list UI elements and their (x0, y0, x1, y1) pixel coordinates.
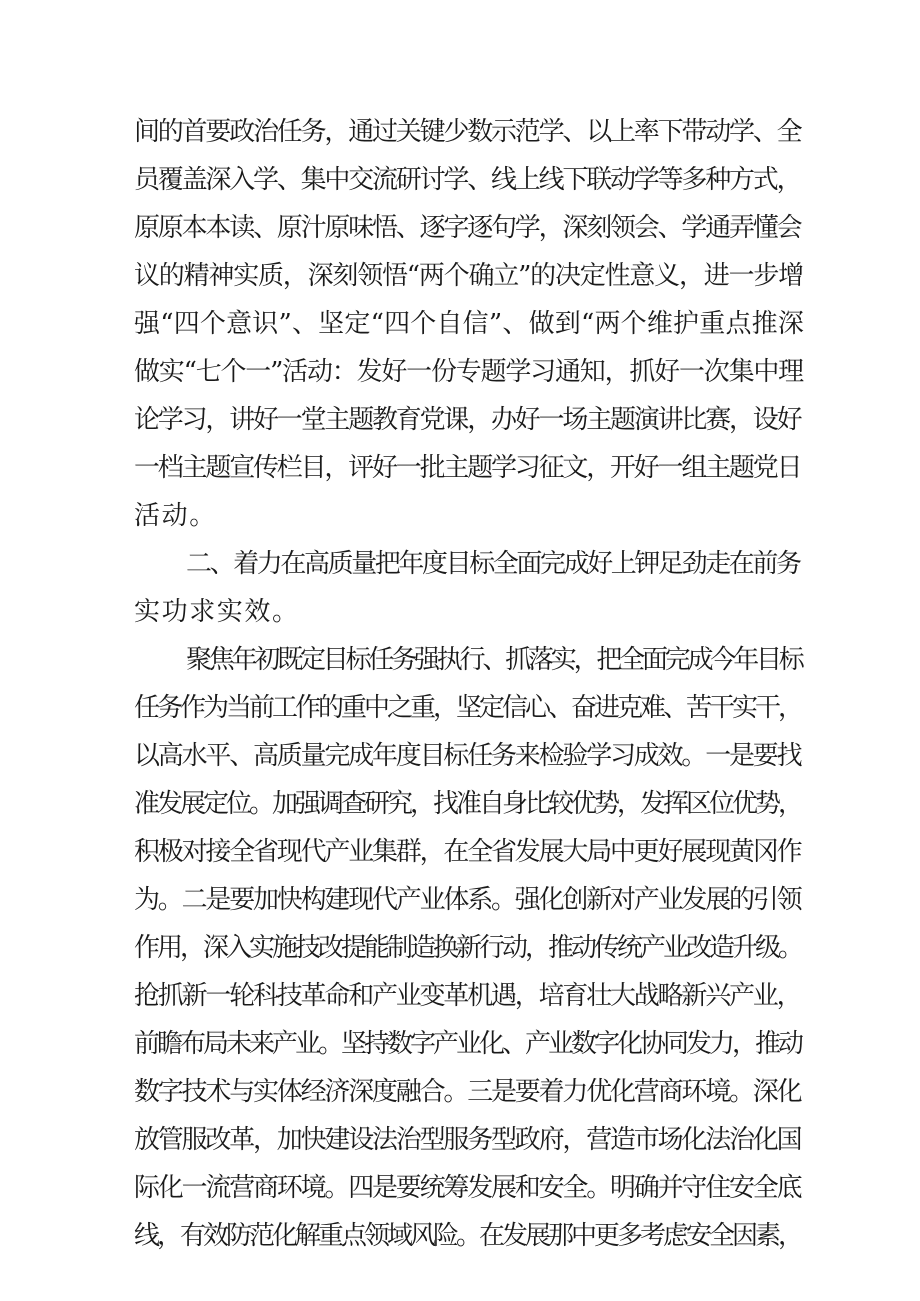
text-line: 实功求实效。 (134, 597, 300, 627)
text-line: 原原本本读、原汁原味悟、逐字逐句学，深刻领会、学通弄懂会 (134, 213, 801, 243)
text-line: 放管服改革，加快建设法治型服务型政府，营造市场化法治化国 (134, 1125, 801, 1155)
text-line: 以高水平、高质量完成年度目标任务来检验学习成效。一是要找 (134, 741, 801, 771)
text-line: 际化一流营商环境。四是要统筹发展和安全。明确并守住安全底 (134, 1173, 801, 1203)
text-line: 准发展定位。加强调查研究，找准自身比较优势，发挥区位优势， (134, 789, 802, 819)
text-line: 任务作为当前工作的重中之重，坚定信心、奋进克难、苦干实干， (134, 693, 802, 723)
text-line: 一档主题宣传栏目，评好一批主题学习征文，开好一组主题党日 (134, 453, 801, 483)
document-body-text (134, 108, 804, 1260)
text-line: 数字技术与实体经济深度融合。三是要着力优化营商环境。深化 (134, 1077, 801, 1107)
text-line: 二、着力在高质量把年度目标全面完成好上钾足劲走在前务 (186, 549, 800, 579)
text-line: 作用，深入实施技改提能制造换新行动，推动传统产业改造升级。 (134, 933, 802, 963)
text-line: 做实“七个一”活动：发好一份专题学习通知，抓好一次集中理 (134, 357, 803, 387)
text-line: 前瞻布局未来产业。坚持数字产业化、产业数字化协同发力，推动 (134, 1029, 802, 1059)
text-line: 员覆盖深入学、集中交流研讨学、线上线下联动学等多种方式， (134, 165, 801, 195)
text-line: 强“四个意识”、坚定“四个自信”、做到“两个维护重点推深 (134, 309, 805, 339)
text-line: 为。二是要加快构建现代产业体系。强化创新对产业发展的引领 (134, 885, 801, 915)
text-line: 论学习，讲好一堂主题教育党课，办好一场主题演讲比赛，设好 (134, 405, 801, 435)
text-line: 活动。 (134, 501, 217, 531)
text-line: 间的首要政治任务，通过关键少数示范学、以上率下带动学、全 (134, 117, 801, 147)
text-line: 积极对接全省现代产业集群，在全省发展大局中更好展现黄冈作 (134, 837, 801, 867)
text-line: 议的精神实质，深刻领悟“两个确立”的决定性意义，进一步增 (134, 261, 803, 291)
text-line: 线，有效防范化解重点领域风险。在发展那中更多考虑安全因素， (134, 1221, 802, 1251)
text-line: 聚焦年初既定目标任务强执行、抓落实，把全面完成今年目标 (186, 645, 802, 675)
text-line: 抢抓新一轮科技革命和产业变革机遇，培育壮大战略新兴产业， (134, 981, 801, 1011)
